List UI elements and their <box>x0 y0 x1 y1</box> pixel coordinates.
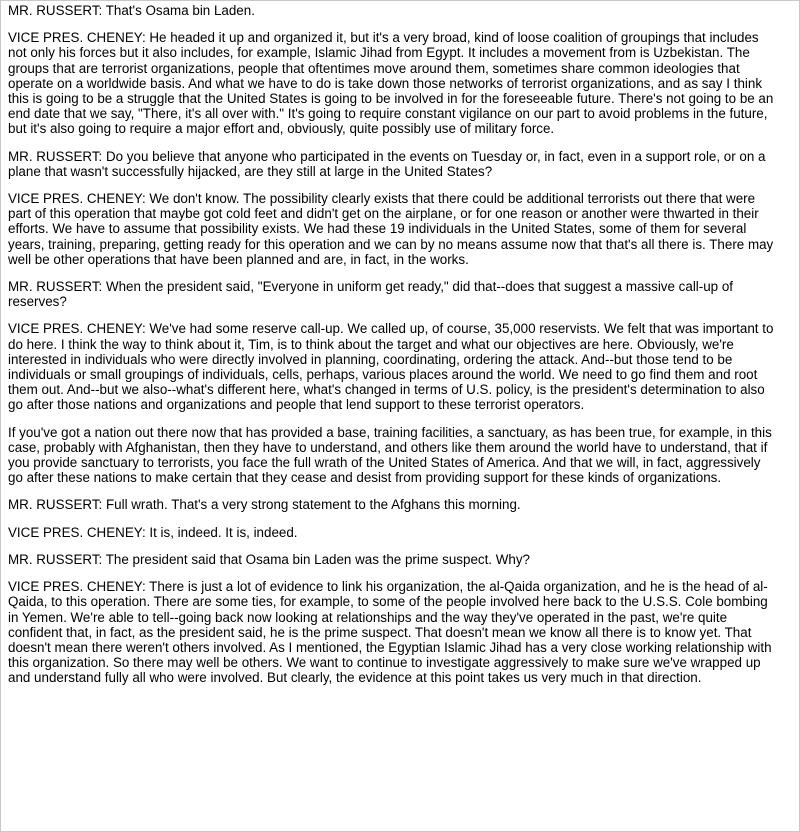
transcript-paragraph: VICE PRES. CHENEY: It is, indeed. It is, indeed. <box>8 524 298 540</box>
transcript-paragraph: MR. RUSSERT: That's Osama bin Laden. <box>8 3 255 18</box>
transcript-paragraph: If you've got a nation out there now that has provided a base, training facilities, a sanctuary, as has been true, for example, in this case, probably with Afghanistan, then they have to understand, and others like them around the world have to understand, that if you provide sanctuary to terrorists, you face the full wrath of the United States of America. And that we will, in fact, aggressively go after these nations to make certain that they cease and desist from providing support for these kinds of organizations. <box>8 424 772 486</box>
transcript-paragraph: MR. RUSSERT: Do you believe that anyone who participated in the events on Tuesday or, in fact, even in a support role, or on a plane that wasn't successfully hijacked, are they still at large in the United States? <box>8 148 766 179</box>
transcript-paragraph: MR. RUSSERT: When the president said, "Everyone in uniform get ready," did that--does that suggest a massive call-up of reserves? <box>8 279 734 310</box>
transcript-paragraph: VICE PRES. CHENEY: He headed it up and organized it, but it's a very broad, kind of loose coalition of groupings that includes not only his forces but it also includes, for example, Islamic Jihad from Egypt. It includes a movement from is Uzbekistan. The groups that are terrorist organizations, people that oftentimes move around them, sometimes share common ideologies that operate on a worldwide basis. And what we have to do is take down those networks of terrorist organizations, and as say I think this is going to be a struggle that the United States is going to be involved in for the foreseeable future. There's not going to be an end date that we say, "There, it's all over with." It's going to require constant vigilance on our part to avoid problems in the future, but it's also going to require a major effort and, obviously, quite possibly use of military force. <box>8 30 774 137</box>
transcript-paragraph: VICE PRES. CHENEY: There is just a lot of evidence to link his organization, the al-Qaida organization, and he is the head of al-Qaida, to this operation. There are some ties, for example, to some of the people involved here back to the U.S.S. Cole bombing in Yemen. We're able to tell--going back now looking at relationships and the way they've operated in the past, we're quite confident that, in fact, as the president said, he is the prime suspect. That doesn't mean we know all there is to know yet. That doesn't mean there weren't others involved. As I mentioned, the Egyptian Islamic Jihad has a very close working relationship with this organization. So there may well be others. We want to continue to investigate aggressively to make sure we've wrapped up and understand fully all who were involved. But clearly, the evidence at this point takes us very much in that direction. <box>8 579 772 686</box>
transcript-paragraph: VICE PRES. CHENEY: We've had some reserve call-up. We called up, of course, 35,000 reservists. We felt that was important to do here. I think the way to think about it, Tim, is to think about the target and what our objectives are here. Obviously, we're interested in individuals who were directly involved in planning, coordinating, ordering the attack. And--but those tend to be individuals or small groupings of individuals, cells, perhaps, various places around the world. We need to go find them and root them out. And--but we also--what's different here, what's changed in terms of U.S. policy, is the president's determination to also go after those nations and organizations and people that lend support to these terrorist operators. <box>8 321 774 413</box>
transcript-paragraph: MR. RUSSERT: Full wrath. That's a very strong statement to the Afghans this morning. <box>8 497 521 513</box>
transcript-paragraph: VICE PRES. CHENEY: We don't know. The possibility clearly exists that there could be additional terrorists out there that were part of this operation that maybe got cold feet and didn't get on the airplane, or for one reason or another were thwarted in their efforts. We have to assume that possibility exists. We had these 19 individuals in the United States, some of them for several years, training, preparing, getting ready for this operation and we can by no means assume now that that's all there is. There may well be other operations that have been planned and are, in fact, in the works. <box>8 191 774 267</box>
transcript-paragraph: MR. RUSSERT: The president said that Osama bin Laden was the prime suspect. Why? <box>8 551 530 567</box>
